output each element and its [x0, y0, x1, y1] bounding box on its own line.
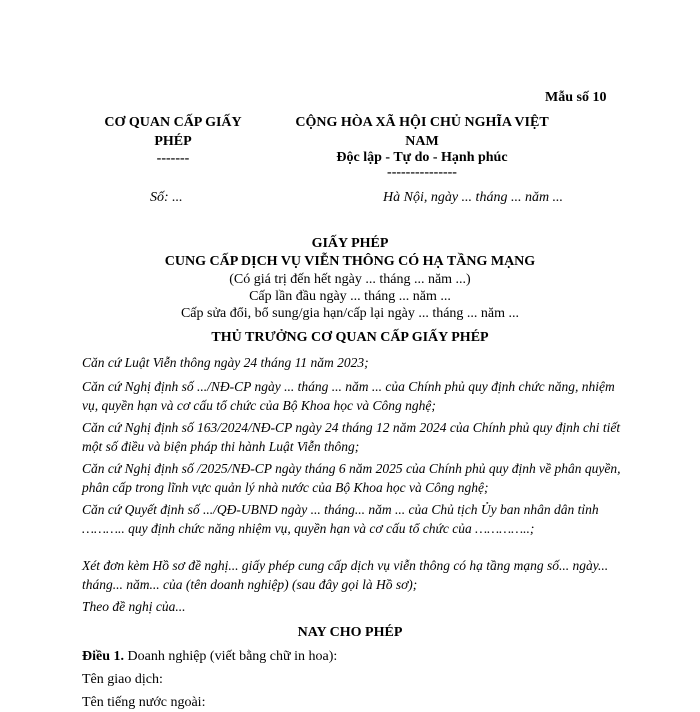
article-1-label: Điều 1. [82, 649, 124, 664]
basis-paragraph-7: Theo đề nghị của... [82, 599, 186, 614]
document-title: GIẤY PHÉP [311, 236, 389, 251]
article-1 [82, 648, 337, 666]
authority-heading: THỦ TRƯỞNG CƠ QUAN CẤP GIẤY PHÉP [211, 330, 489, 345]
basis-paragraph-6: Xét đơn kèm Hồ sơ đề nghị... giấy phép cung cấp dịch vụ viễn thông có hạ tầng mạng số... ngày... tháng... năm... của (tên doanh nghiệp) (sau đây gọi là Hồ sơ); [82, 558, 609, 592]
first-issue-line: Cấp lần đầu ngày ... tháng ... năm ... [249, 289, 451, 304]
foreign-name-line: Tên tiếng nước ngoài: [82, 695, 206, 710]
article-1-text: Doanh nghiệp (viết bằng chữ in hoa): [127, 649, 338, 664]
national-motto: Độc lập - Tự do - Hạnh phúc [336, 150, 508, 165]
document-number: Số: ... [150, 190, 183, 205]
motto-underline: --------------- [387, 165, 457, 180]
amendment-line: Cấp sửa đổi, bổ sung/gia hạn/cấp lại ngày ... tháng ... năm ... [180, 306, 520, 321]
decision-heading: NAY CHO PHÉP [297, 625, 403, 640]
basis-paragraph-4: Căn cứ Nghị định số /2025/NĐ-CP ngày tháng 6 năm 2025 của Chính phủ quy định về phân quyền, phân cấp trong lĩnh vực quản lý nhà nước của Bộ Khoa học và Công nghệ; [82, 461, 621, 495]
validity-line: (Có giá trị đến hết ngày ... tháng ... năm ...) [229, 272, 471, 287]
place-date: Hà Nội, ngày ... tháng ... năm ... [383, 190, 564, 205]
trade-name-line: Tên giao dịch: [82, 672, 163, 687]
basis-paragraph-5: Căn cứ Quyết định số .../QĐ-UBND ngày ... tháng... năm ... của Chủ tịch Ủy ban nhân dân tỉnh ……….. quy định chức năng nhiệm vụ, quyền hạn và cơ cấu tổ chức của …………..; [82, 502, 599, 536]
basis-paragraph-3: Căn cứ Nghị định số 163/2024/NĐ-CP ngày 24 tháng 12 năm 2024 của Chính phủ quy định chi tiết một số điều và biện pháp thi hành Luật Viễn thông; [82, 420, 621, 454]
document-subtitle: CUNG CẤP DỊCH VỤ VIỄN THÔNG CÓ HẠ TẦNG MẠNG [164, 254, 536, 269]
national-title: CỘNG HÒA XÃ HỘI CHỦ NGHĨA VIỆT NAM [295, 115, 549, 149]
issuing-agency: CƠ QUAN CẤP GIẤY PHÉP [104, 115, 242, 149]
basis-paragraph-2: Căn cứ Nghị định số .../NĐ-CP ngày ... tháng ... năm ... của Chính phủ quy định chức năng, nhiệm vụ, quyền hạn và cơ cấu tổ chức của Bộ Khoa học và Công nghệ; [82, 379, 615, 413]
basis-paragraph-1: Căn cứ Luật Viễn thông ngày 24 tháng 11 năm 2023; [82, 355, 369, 370]
agency-underline: ------- [156, 151, 190, 166]
form-number: Mẫu số 10 [545, 90, 607, 105]
